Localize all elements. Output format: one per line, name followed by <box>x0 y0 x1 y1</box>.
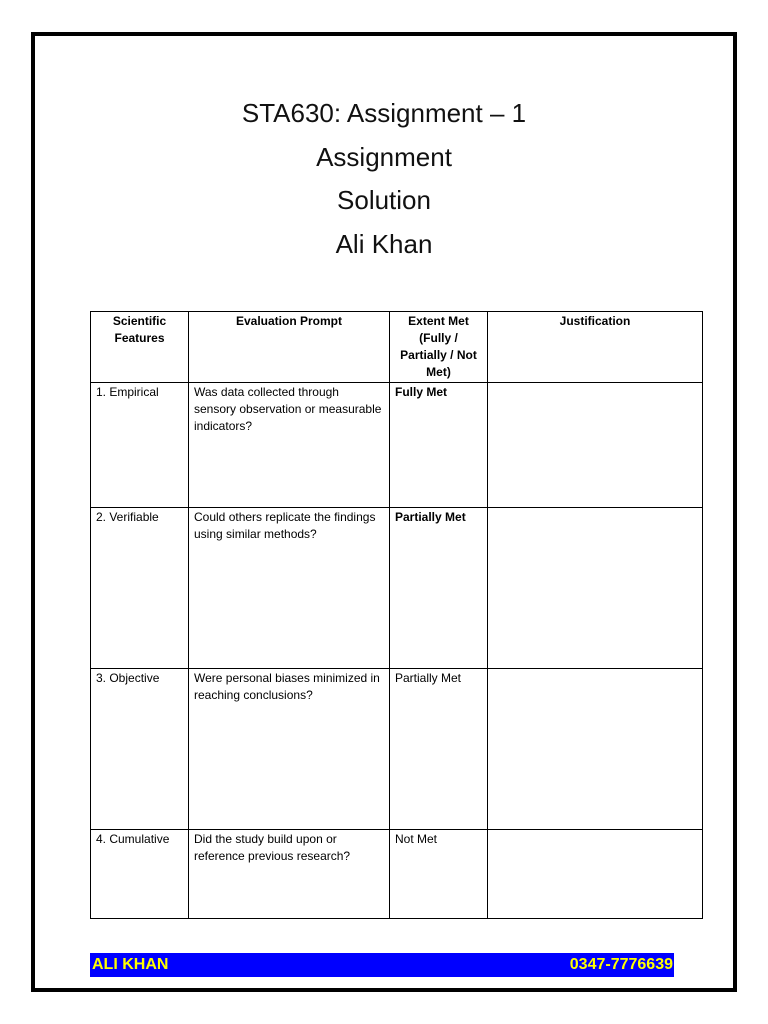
justification-cell <box>488 508 703 669</box>
title-block <box>0 92 768 266</box>
header-evaluation-prompt: Evaluation Prompt <box>189 312 390 383</box>
feature-cell: 1. Empirical <box>91 383 189 508</box>
table-row <box>91 383 703 508</box>
table-row <box>91 508 703 669</box>
justification-cell <box>488 383 703 508</box>
extent-cell: Fully Met <box>390 383 488 508</box>
header-extent-met: Extent Met (Fully / Partially / Not Met) <box>390 312 488 383</box>
table-header-row <box>91 312 703 383</box>
extent-cell: Partially Met <box>390 508 488 669</box>
feature-cell: 3. Objective <box>91 669 189 830</box>
prompt-cell: Was data collected through sensory observation or measurable indicators? <box>189 383 390 508</box>
author-name: Ali Khan <box>335 228 433 259</box>
prompt-cell: Were personal biases minimized in reaching conclusions? <box>189 669 390 830</box>
solution-title: Solution <box>337 185 431 215</box>
course-title: STA630: Assignment – 1 <box>241 98 527 128</box>
header-justification: Justification <box>488 312 703 383</box>
prompt-cell: Could others replicate the findings using similar methods? <box>189 508 390 669</box>
feature-cell: 4. Cumulative <box>91 830 189 919</box>
evaluation-table <box>90 311 703 919</box>
extent-cell: Not Met <box>390 830 488 919</box>
table-row <box>91 830 703 919</box>
evaluation-table-wrapper <box>90 311 702 919</box>
table-row <box>91 669 703 830</box>
footer-name: ALI KHAN <box>92 956 169 973</box>
assignment-title: Assignment <box>316 141 452 172</box>
prompt-cell: Did the study build upon or reference previous research? <box>189 830 390 919</box>
footer-phone: 0347-7776639 <box>569 956 673 973</box>
header-scientific-features: Scientific Features <box>91 312 189 383</box>
justification-cell <box>488 830 703 919</box>
justification-cell <box>488 669 703 830</box>
extent-cell: Partially Met <box>390 669 488 830</box>
feature-cell: 2. Verifiable <box>91 508 189 669</box>
